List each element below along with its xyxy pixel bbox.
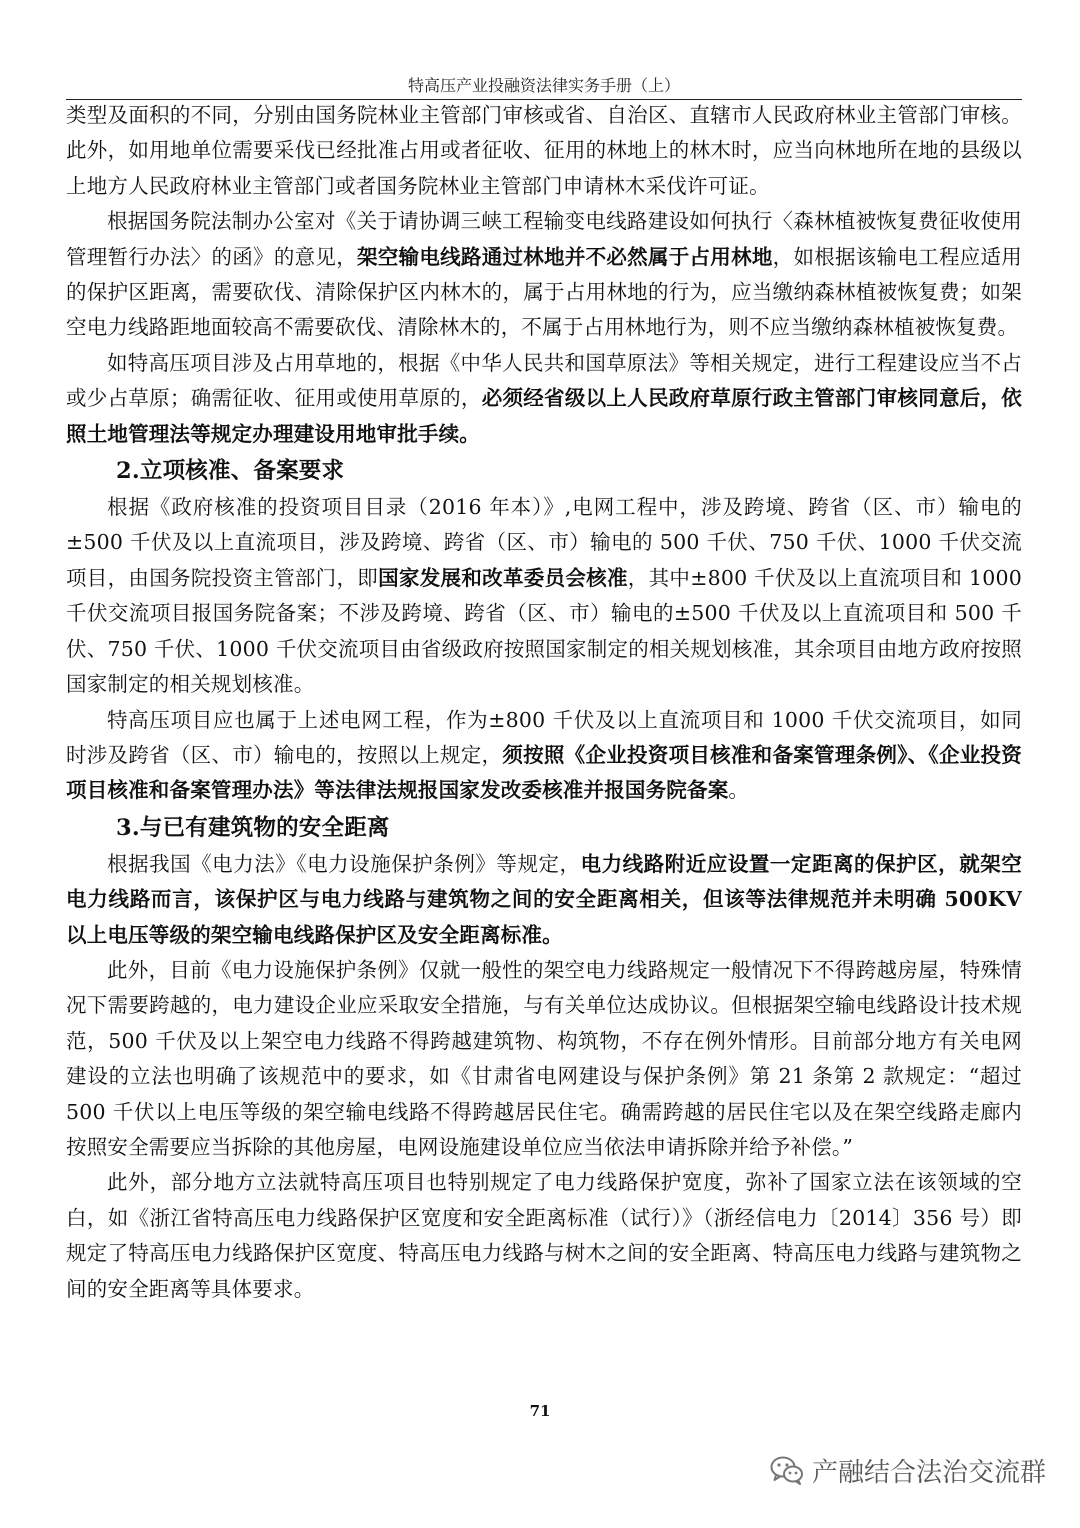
- paragraph-text: 根据《政府核准的投资项目目录（2016 年本）》,电网工程中，涉及跨境、跨省（区、市）输电的±500 千伏及以上直流项目，涉及跨境、跨省（区、市）输电的 500 千伏、750 千伏、1000 千伏交流项目，由国务院投资主管部门，即: [66, 495, 1022, 590]
- paragraph: 此外，部分地方立法就特高压项目也特别规定了电力线路保护宽度，弥补了国家立法在该领域的空白，如《浙江省特高压电力线路保护区宽度和安全距离标准（试行）》（浙经信电力〔2014〕356 号）即规定了特高压电力线路保护区宽度、特高压电力线路与树木之间的安全距离、特高压电力线路与建筑物之间的安全距离等具体要求。: [66, 1170, 1022, 1301]
- running-header: 特高压产业投融资法律实务手册（上）: [407, 76, 680, 95]
- section-heading: 2.立项核准、备案要求: [116, 458, 345, 485]
- bold-text: 必须经省级以上人民政府草原行政主管部门审核同意后，依照土地管理法等规定办理建设用地审批手续。: [66, 386, 1022, 446]
- paragraph: 此外，目前《电力设施保护条例》仅就一般性的架空电力线路规定一般情况下不得跨越房屋，特殊情况下需要跨越的，电力建设企业应采取安全措施，与有关单位达成协议。但根据架空输电线路设计技术规范，500 千伏及以上架空电力线路不得跨越建筑物、构筑物，不存在例外情形。目前部分地方有关电网建设的立法也明确了该规范中的要求，如《甘肃省电网建设与保护条例》第 21 条第 2 款规定：“超过 500 千伏以上电压等级的架空输电线路不得跨越居民住宅。确需跨越的居民住宅以及在架空线路走廊内按照安全需要应当拆除的其他房屋，电网设施建设单位应当依法申请拆除并给予补偿。”: [66, 957, 1022, 1159]
- paragraph: [66, 490, 1022, 702]
- bold-text: 电力线路附近应设置一定距离的保护区，就架空电力线路而言，该保护区与电力线路与建筑物之间的安全距离相关，但该等法律规范并未明确 500KV 以上电压等级的架空输电线路保护区及安全距离标准。: [66, 851, 1022, 947]
- document-body: [66, 98, 1022, 1307]
- paragraph-text: 。: [728, 778, 750, 803]
- section-heading: 3.与已有建筑物的安全距离: [116, 814, 390, 841]
- paragraph-text: ，如根据该输电工程应适用的保护区距离，需要砍伐、清除保护区内林木的，属于占用林地的行为，应当缴纳森林植被恢复费；如架空电力线路距地面较高不需要砍伐、清除林木的，不属于占用林地行为，则不应当缴纳森林植被恢复费。: [66, 244, 1022, 340]
- watermark-text: 产融结合法治交流群: [812, 1457, 1047, 1488]
- paragraph: [66, 703, 1022, 809]
- bold-text: 须按照《企业投资项目核准和备案管理条例》、《企业投资项目核准和备案管理办法》等法律法规报国家发改委核准并报国务院备案: [66, 742, 1022, 803]
- paragraph-text: 根据国务院法制办公室对《关于请协调三峡工程输变电线路建设如何执行〈森林植被恢复费征收使用管理暂行办法〉的函》的意见，: [66, 209, 1022, 269]
- wechat-icon: [770, 1455, 804, 1485]
- paragraph: [66, 847, 1022, 953]
- paragraph-text: ，其中±800 千伏及以上直流项目和 1000 千伏交流项目报国务院备案；不涉及跨境、跨省（区、市）输电的±500 千伏及以上直流项目和 500 千伏、750 千伏、1000 千伏交流项目由省级政府按照国家制定的相关规划核准，其余项目由地方政府按照国家制定的相关规划核准。: [66, 565, 1023, 697]
- paragraph-text: 如特高压项目涉及占用草地的，根据《中华人民共和国草原法》等相关规定，进行工程建设应当不占或少占草原；确需征收、征用或使用草原的，: [66, 350, 1022, 411]
- paragraph-text: 特高压项目应也属于上述电网工程，作为±800 千伏及以上直流项目和 1000 千伏交流项目，如同时涉及跨省（区、市）输电的，按照以上规定，: [66, 707, 1022, 767]
- paragraph: [66, 204, 1022, 346]
- bold-text: 国家发展和改革委员会核准: [378, 565, 628, 590]
- bold-text: 架空输电线路通过林地并不必然属于占用林地: [356, 244, 773, 269]
- page-number: 71: [529, 1402, 551, 1420]
- paragraph: 类型及面积的不同，分别由国务院林业主管部门审核或省、自治区、直辖市人民政府林业主管部门审核。此外，如用地单位需要采伐已经批准占用或者征收、征用的林地上的林木时，应当向林地所在地的县级以上地方人民政府林业主管部门或者国务院林业主管部门申请林木采伐许可证。: [66, 103, 1022, 198]
- paragraph-text: 根据我国《电力法》《电力设施保护条例》等规定，: [107, 851, 581, 876]
- watermark: [770, 1450, 1046, 1490]
- paragraph: [66, 346, 1022, 452]
